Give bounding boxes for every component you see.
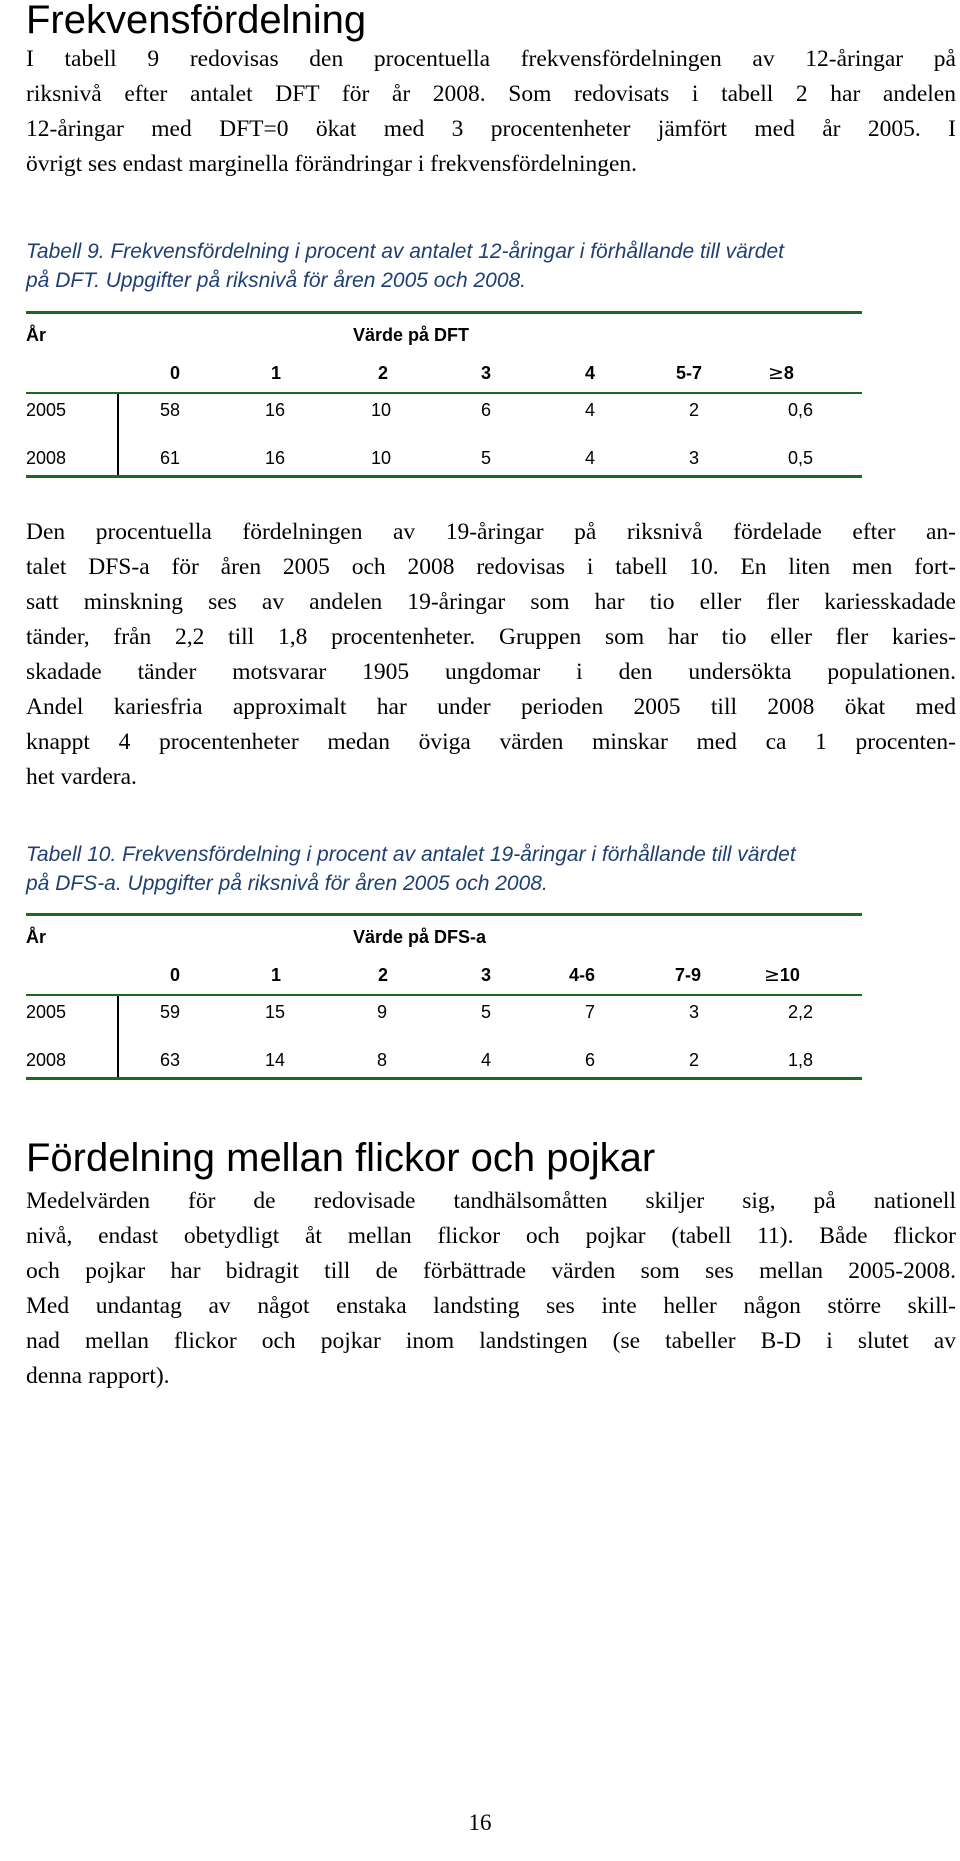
table-cell: 16: [265, 400, 286, 420]
year-header: År: [26, 927, 47, 947]
table-cell: 2: [689, 400, 700, 420]
text-line: tänder, från 2,2 till 1,8 procentenheter. Gruppen som har tio eller fler karies-: [26, 624, 956, 650]
gender-paragraph: [26, 1184, 956, 1394]
table-cell: 6: [481, 400, 492, 420]
column-header: 2: [378, 965, 389, 985]
table-cell: 0,5: [788, 448, 814, 468]
column-header-geq: [764, 964, 800, 986]
text-line: och pojkar har bidragit till de förbättrade värden som ses mellan 2005-2008.: [26, 1258, 956, 1284]
page-number: 16: [468, 1810, 492, 1835]
table-top-rule: [26, 311, 862, 314]
caption-line: Tabell 10. Frekvensfördelning i procent av antalet 19-åringar i förhållande till värdet: [26, 843, 796, 866]
table-bottom-rule: [26, 1077, 862, 1080]
table-cell: 10: [371, 448, 392, 468]
table-cell: 59: [160, 1002, 181, 1022]
text-line: Den procentuella fördelningen av 19-åringar på riksnivå fördelade efter an-: [26, 519, 956, 545]
text-line: skadade tänder motsvarar 1905 ungdomar i den undersökta populationen.: [26, 659, 956, 685]
table-cell: 4: [585, 400, 596, 420]
table10: [26, 913, 862, 1080]
table-cell: 3: [689, 448, 700, 468]
text-line: Andel kariesfria approximalt har under perioden 2005 till 2008 ökat med: [26, 694, 956, 720]
text-line: het vardera.: [26, 764, 137, 790]
table-cell: 58: [160, 400, 181, 420]
section-heading-flickor-pojkar: Fördelning mellan flickor och pojkar: [26, 1136, 656, 1180]
text-line: satt minskning ses av andelen 19-åringar som har tio eller fler kariesskadade: [26, 589, 956, 615]
column-header: 1: [271, 363, 282, 383]
table-cell: 2,2: [788, 1002, 814, 1022]
column-header-geq: [768, 362, 794, 384]
group-header: Värde på DFS-a: [353, 927, 487, 947]
column-header: 0: [170, 965, 181, 985]
table-cell: 5: [481, 1002, 492, 1022]
table-cell: 2: [689, 1050, 700, 1070]
table-header-rule: [26, 994, 862, 996]
year-header: År: [26, 325, 47, 345]
row-year: 2008: [26, 1050, 67, 1070]
table-cell: 4: [585, 448, 596, 468]
text-line: I tabell 9 redovisas den procentuella frekvensfördelningen av 12-åringar på: [26, 46, 956, 72]
column-header: 5-7: [676, 363, 703, 383]
table-cell: 9: [377, 1002, 388, 1022]
column-header: 3: [481, 965, 492, 985]
column-header: 3: [481, 363, 492, 383]
table-cell: 63: [160, 1050, 181, 1070]
table-header-rule: [26, 392, 862, 394]
row-year: 2008: [26, 448, 67, 468]
caption-line: Tabell 9. Frekvensfördelning i procent av antalet 12-åringar i förhållande till värdet: [26, 240, 784, 263]
table-cell: 10: [371, 400, 392, 420]
table-bottom-rule: [26, 475, 862, 478]
table-cell: 4: [481, 1050, 492, 1070]
table-cell: 1,8: [788, 1050, 814, 1070]
table-cell: 15: [265, 1002, 286, 1022]
text-line: Medelvärden för de redovisade tandhälsomåtten skiljer sig, på nationell: [26, 1188, 956, 1214]
table9: [26, 311, 862, 478]
table9-caption: [26, 237, 956, 295]
column-header: 10: [779, 965, 800, 985]
group-header: Värde på DFT: [353, 325, 470, 345]
row-year: 2005: [26, 400, 67, 420]
column-header: 2: [378, 363, 389, 383]
section-heading-frekvens: Frekvensfördelning: [26, 0, 367, 42]
table-cell: 16: [265, 448, 286, 468]
table-cell: 7: [585, 1002, 596, 1022]
table-top-rule: [26, 913, 862, 916]
geq-symbol: ≥: [764, 964, 780, 986]
year-column-divider: [117, 996, 119, 1077]
table-cell: 14: [265, 1050, 286, 1070]
column-header: 4: [585, 363, 596, 383]
text-line: Med undantag av något enstaka landsting ses inte heller någon större skill-: [26, 1293, 956, 1319]
text-line: talet DFS-a för åren 2005 och 2008 redovisas i tabell 10. En liten men fort-: [26, 554, 956, 580]
table-cell: 61: [160, 448, 181, 468]
table-cell: 0,6: [788, 400, 814, 420]
column-header: 4-6: [569, 965, 596, 985]
table-cell: 6: [585, 1050, 596, 1070]
text-line: övrigt ses endast marginella förändringar i frekvensfördelningen.: [26, 151, 638, 177]
table-cell: 3: [689, 1002, 700, 1022]
text-line: knappt 4 procentenheter medan öviga värden minskar med ca 1 procenten-: [26, 729, 956, 755]
table-cell: 5: [481, 448, 492, 468]
table-cell: 8: [377, 1050, 388, 1070]
text-line: nad mellan flickor och pojkar inom landstingen (se tabeller B-D i slutet av: [26, 1328, 956, 1354]
column-header: 7-9: [675, 965, 702, 985]
table10-caption: [26, 840, 956, 898]
intro-paragraph: [26, 42, 956, 182]
text-line: 12-åringar med DFT=0 ökat med 3 procentenheter jämfört med år 2005. I: [26, 116, 956, 142]
column-header: 0: [170, 363, 181, 383]
dfs-paragraph: [26, 515, 956, 795]
column-header: 8: [783, 363, 794, 383]
column-header: 1: [271, 965, 282, 985]
text-line: riksnivå efter antalet DFT för år 2008. Som redovisats i tabell 2 har andelen: [26, 81, 956, 107]
text-line: nivå, endast obetydligt åt mellan flickor och pojkar (tabell 11). Både flickor: [26, 1223, 956, 1249]
row-year: 2005: [26, 1002, 67, 1022]
caption-line: på DFS-a. Uppgifter på riksnivå för åren 2005 och 2008.: [26, 872, 548, 895]
geq-symbol: ≥: [768, 362, 784, 384]
caption-line: på DFT. Uppgifter på riksnivå för åren 2005 och 2008.: [26, 269, 527, 292]
text-line: denna rapport).: [26, 1363, 170, 1389]
year-column-divider: [117, 394, 119, 475]
